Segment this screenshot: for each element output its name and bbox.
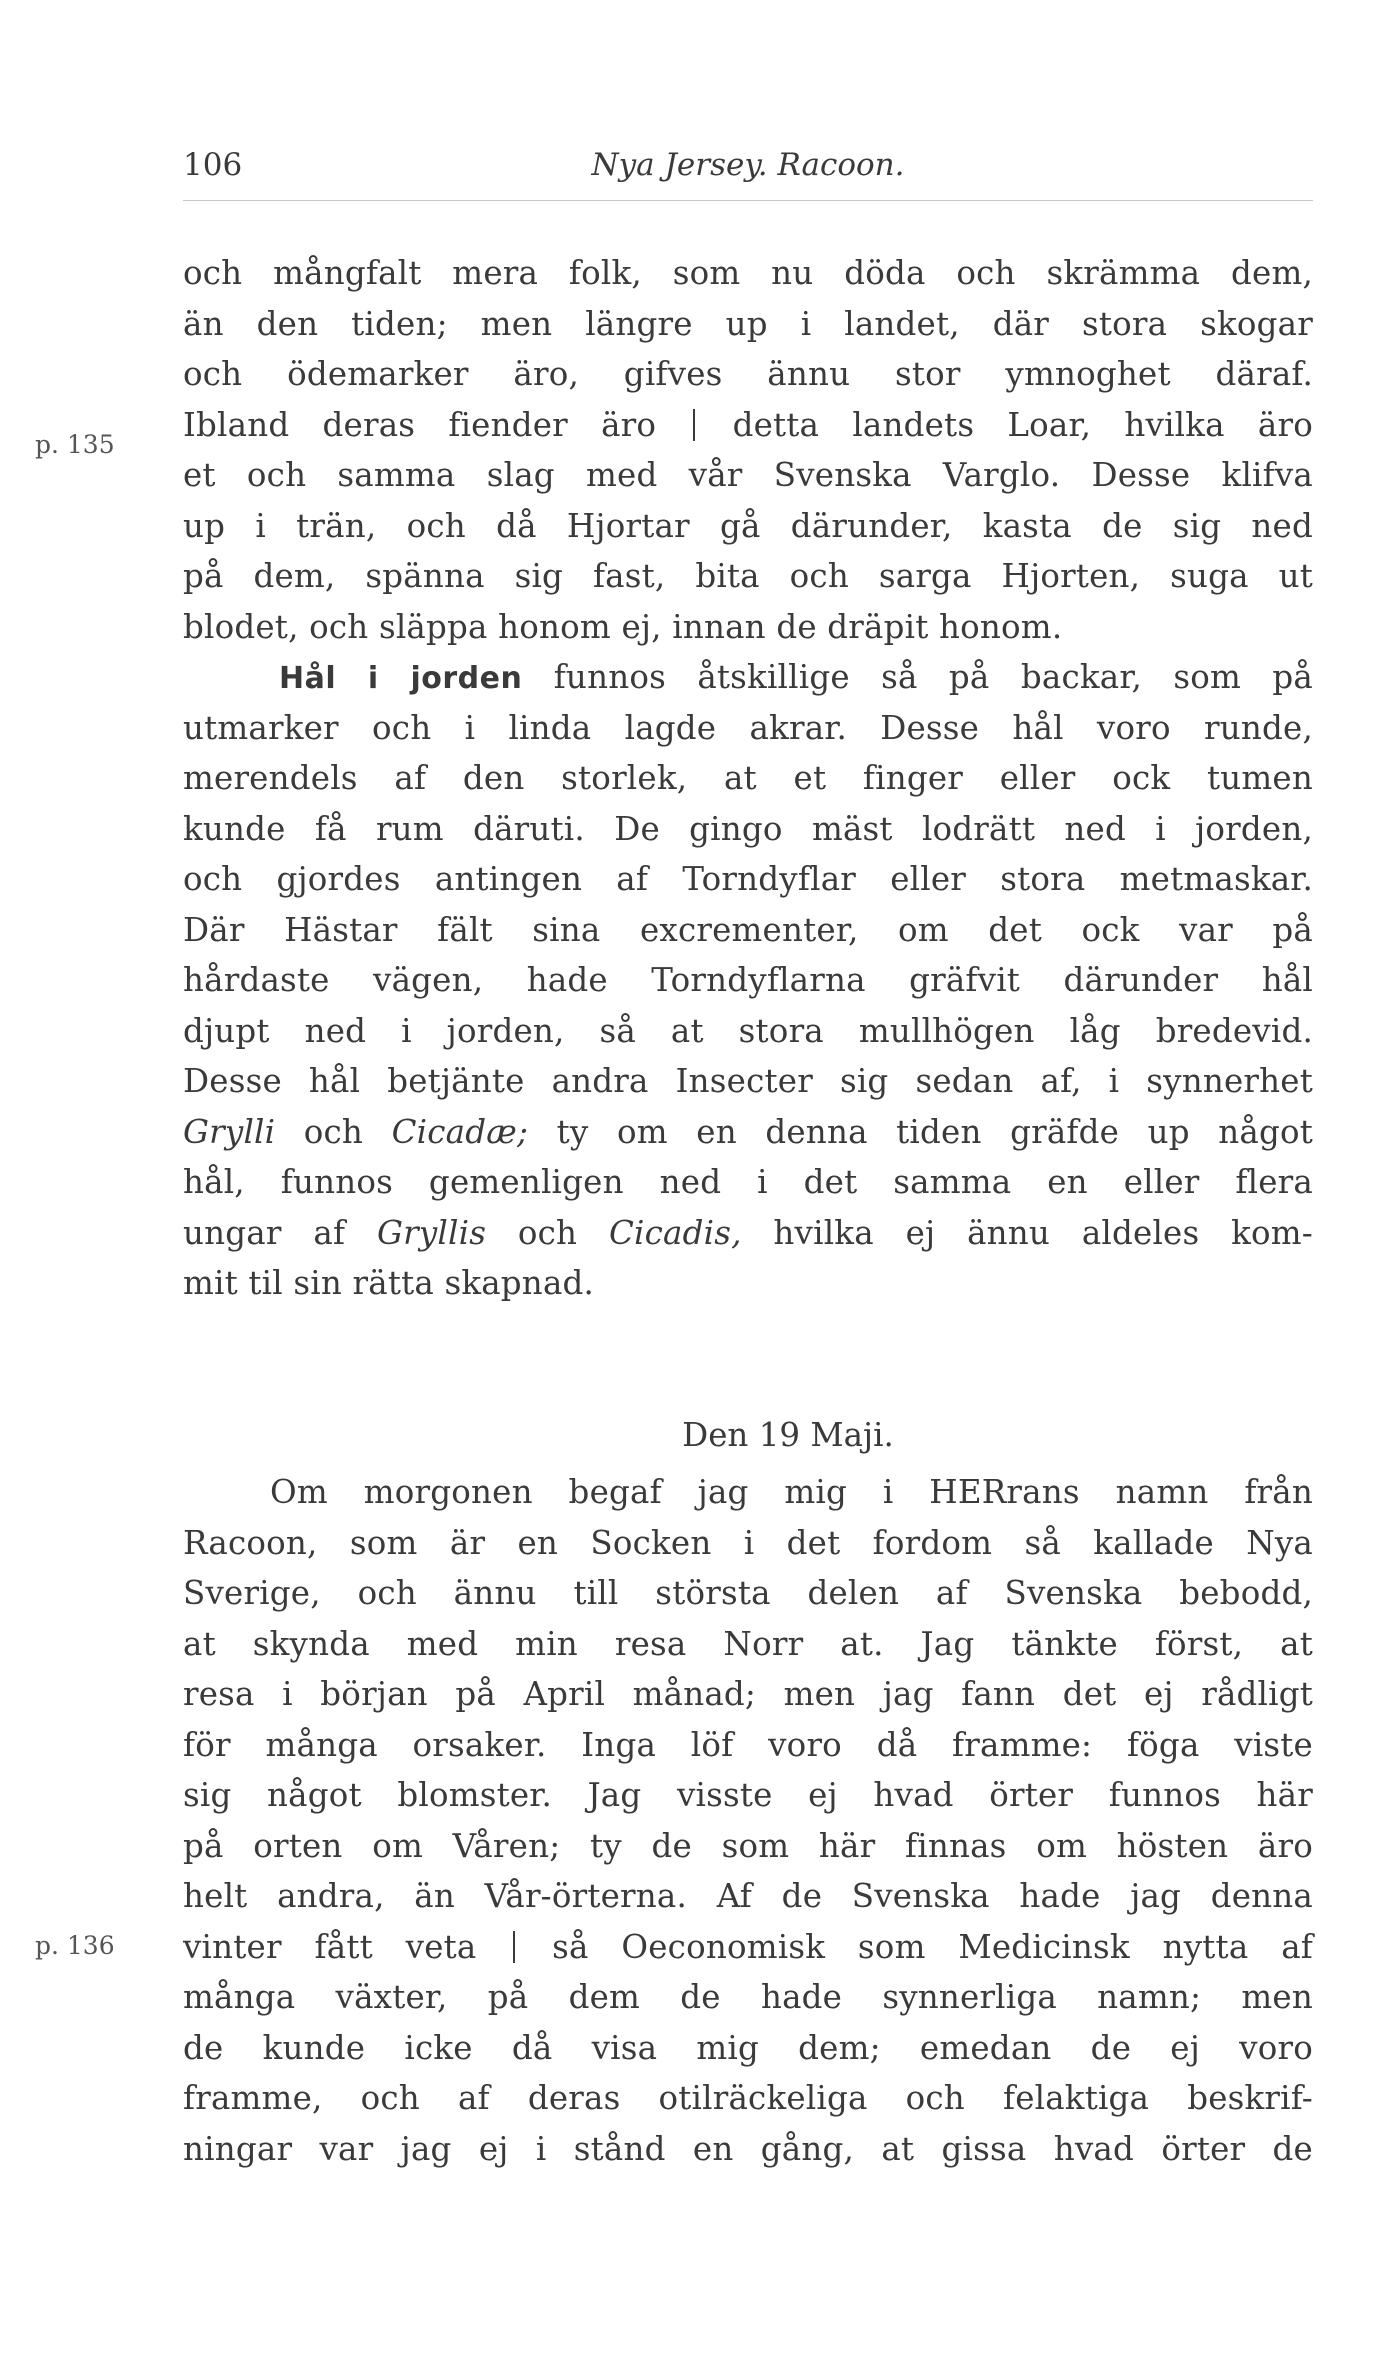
text-segment: detta landets Loar, hvilka äro [732, 405, 1314, 444]
text-segment: funnos åtskillige så på backar, som på [522, 658, 1313, 696]
running-title: Nya Jersey. Racoon. [591, 147, 905, 183]
text-line: ningar var jag ej i stånd en gång, at gissa hvad örter de [183, 2129, 1313, 2168]
text-segment: så Oeconomisk som Medicinsk nytta af [552, 1927, 1314, 1966]
page-header [183, 140, 1313, 190]
header-rule [183, 200, 1313, 201]
text-line: för många orsaker. Inga löf voro då framme: föga viste [183, 1725, 1313, 1764]
text-line: merendels af den storlek, at et finger eller ock tumen [183, 759, 1313, 797]
text-line: de kunde icke då visa mig dem; emedan de ej voro [183, 2028, 1313, 2067]
italic-term: Grylli [183, 1112, 276, 1151]
text-segment: hvilka ej ännu aldeles kom- [741, 1213, 1313, 1252]
text-line: än den tiden; men längre up i landet, där stora skogar [183, 304, 1313, 343]
italic-term: Cicadis, [608, 1213, 742, 1252]
text-line: utmarker och i linda lagde akrar. Desse hål voro runde, [183, 708, 1313, 747]
text-line: et och samma slag med vår Svenska Varglo. Desse klifva [183, 456, 1313, 494]
text-line: blodet, och släppa honom ej, innan de dräpit honom. [183, 607, 1063, 646]
text-line [183, 1208, 1313, 1259]
paragraph-block-1 [183, 248, 1313, 1309]
bold-term: Hål i jorden [279, 661, 523, 696]
text-line: många växter, på dem de hade synnerliga namn; men [183, 1978, 1313, 2016]
text-line: at skynda med min resa Norr at. Jag tänkte först, at [183, 1624, 1313, 1663]
text-line: Sverige, och ännu till största delen af Svenska bebodd, [183, 1574, 1313, 1612]
text-segment: ungar af [183, 1213, 377, 1252]
text-line: hål, funnos gemenligen ned i det samma en eller flera [183, 1163, 1313, 1201]
text-line: på dem, spänna sig fast, bita och sarga Hjorten, suga ut [183, 557, 1313, 595]
text-line: framme, och af deras otilräckeliga och felaktiga beskrif- [183, 2079, 1313, 2117]
text-line [183, 1922, 1313, 1973]
text-line: Racoon, som är en Socken i det fordom så kallade Nya [183, 1523, 1313, 1562]
text-line: resa i början på April månad; men jag fann det ej rådligt [183, 1675, 1313, 1713]
italic-term: Gryllis [376, 1213, 487, 1252]
text-line: mit til sin rätta skapnad. [183, 1264, 595, 1302]
text-line: på orten om Våren; ty de som här finnas om hösten äro [183, 1826, 1313, 1865]
text-line: hårdaste vägen, hade Torndyflarna gräfvit därunder hål [183, 961, 1313, 999]
text-line: djupt ned i jorden, så at stora mullhögen låg bredevid. [183, 1011, 1313, 1050]
paragraph-block-2 [183, 1467, 1313, 2174]
text-line: helt andra, än Vår-örterna. Af de Svenska hade jag denna [183, 1877, 1313, 1915]
text-segment: Ibland deras fiender äro [183, 405, 657, 444]
text-segment: vinter fått veta [183, 1927, 477, 1966]
text-line: Om morgonen begaf jag mig i HERrans namn från [270, 1473, 1313, 1511]
text-line: sig något blomster. Jag visste ej hvad örter funnos här [183, 1776, 1313, 1814]
page-break-bar [513, 1931, 515, 1963]
text-line: kunde få rum däruti. De gingo mäst lodrätt ned i jorden, [183, 809, 1313, 848]
margin-note-p135: p. 135 [35, 430, 115, 459]
italic-term: Cicadæ; [391, 1112, 529, 1151]
date-heading: Den 19 Maji. [682, 1416, 894, 1454]
text-segment: och [275, 1112, 392, 1151]
text-segment: och [486, 1213, 609, 1252]
page-number: 106 [183, 147, 243, 183]
page-break-bar [693, 409, 695, 441]
text-line [183, 652, 1313, 703]
text-line: up i trän, och då Hjortar gå därunder, kasta de sig ned [183, 506, 1313, 545]
text-segment: ty om en denna tiden gräfde up något [528, 1112, 1313, 1151]
text-line [183, 1107, 1313, 1158]
text-line: och ödemarker äro, gifves ännu stor ymnoghet däraf. [183, 355, 1313, 393]
text-line: och mångfalt mera folk, som nu döda och skrämma dem, [183, 254, 1313, 292]
text-line: Där Hästar fält sina excrementer, om det ock var på [183, 910, 1313, 949]
text-line: och gjordes antingen af Torndyflar eller stora metmaskar. [183, 860, 1313, 898]
text-line [183, 400, 1313, 451]
margin-note-p136: p. 136 [35, 1931, 115, 1960]
text-line: Desse hål betjänte andra Insecter sig sedan af, i synnerhet [183, 1062, 1313, 1100]
